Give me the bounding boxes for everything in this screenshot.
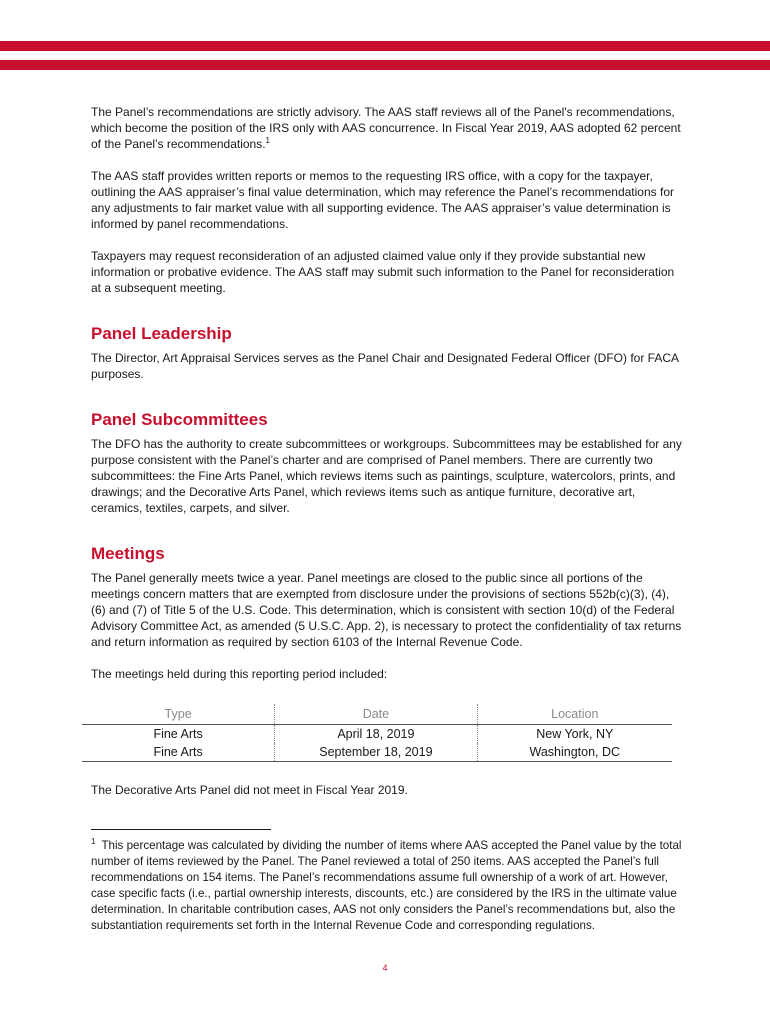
paragraph-leadership: The Director, Art Appraisal Services serves as the Panel Chair and Designated Federal Officer (DFO) for FACA purposes. [91,351,679,381]
column-header-location: Location [477,704,672,725]
paragraph-reconsideration: Taxpayers may request reconsideration of an adjusted claimed value only if they provide substantial new information or probative evidence. The AAS staff may submit such information to the Panel for reconsideration at a subsequent meeting. [91,249,675,295]
document-body [91,104,683,682]
paragraph-meetings-intro: The meetings held during this reporting period included: [91,667,388,681]
footnote-number: 1 [91,837,96,847]
cell-type: Fine Arts [82,743,275,762]
table-header-row [82,704,672,725]
paragraph-subcommittees: The DFO has the authority to create subcommittees or workgroups. Subcommittees may be established for any purpose consistent with the Panel’s charter and are comprised of Panel members. There are currently two subcommittees: the Fine Arts Panel, which reviews items such as paintings, sculpture, watercolors, prints, and drawings; and the Decorative Arts Panel, which reviews items such as antique furniture, decorative art, ceramics, textiles, carpets, and silver. [91,437,682,515]
page-number: 4 [382,963,388,973]
footnote-divider [91,829,271,830]
cell-date: April 18, 2019 [275,725,477,744]
table-row [82,725,672,744]
cell-location: New York, NY [536,727,614,741]
heading-panel-leadership: Panel Leadership [91,324,232,343]
cell-type: Fine Arts [153,727,203,741]
column-header-type: Type [82,704,275,725]
footnote [91,838,683,934]
meetings-table [82,704,672,762]
column-header-date: Date [275,704,477,725]
table-row [82,743,672,762]
paragraph-reports: The AAS staff provides written reports or memos to the requesting IRS office, with a copy for the taxpayer, outlining the AAS appraiser’s final value determination, which may reference the Panel’s recommendations for any adjustments to fair market value with all supporting evidence. The AAS appraiser’s value determination is informed by panel recommendations. [91,169,674,231]
footnote-text: This percentage was calculated by dividing the number of items where AAS accepted the Panel value by the total number of items reviewed by the Panel. The Panel reviewed a total of 250 items. AAS accepted the Panel’s full recommendations on 154 items. The Panel’s recommendations assume full ownership of a work of art. However, case specific facts (i.e., partial ownership interests, discounts, etc.) are considered by the IRS in the ultimate value determination. In charitable contribution cases, AAS not only considers the Panel’s recommendations but, also the substantiation requirements set forth in the Internal Revenue Code and corresponding regulations. [91,839,682,932]
footnote-ref[interactable]: 1 [265,136,270,145]
cell-location: Washington, DC [477,743,672,762]
header-band-top [0,41,770,51]
paragraph-decorative-arts-note: The Decorative Arts Panel did not meet in Fiscal Year 2019. [91,783,408,797]
paragraph-advisory: The Panel’s recommendations are strictly advisory. The AAS staff reviews all of the Panel's recommendations, which become the position of the IRS only with AAS concurrence. In Fiscal Year 2019, AAS adopted 62 percent of the Panel’s recommendations.$^1$ [91,105,681,151]
header-band-bottom [0,60,770,70]
cell-date: September 18, 2019 [275,743,477,762]
heading-panel-subcommittees: Panel Subcommittees [91,410,268,429]
paragraph-meetings: The Panel generally meets twice a year. Panel meetings are closed to the public since all portions of the meetings concern matters that are exempted from disclosure under the provisions of sections 552b(c)(3), (4), (6) and (7) of Title 5 of the U.S. Code. This determination, which is consistent with section 10(d) of the Federal Advisory Committee Act, as amended (5 U.S.C. App. 2), is necessary to protect the confidentiality of tax returns and return information as required by section 6103 of the Internal Revenue Code. [91,571,682,649]
heading-meetings: Meetings [91,544,165,563]
